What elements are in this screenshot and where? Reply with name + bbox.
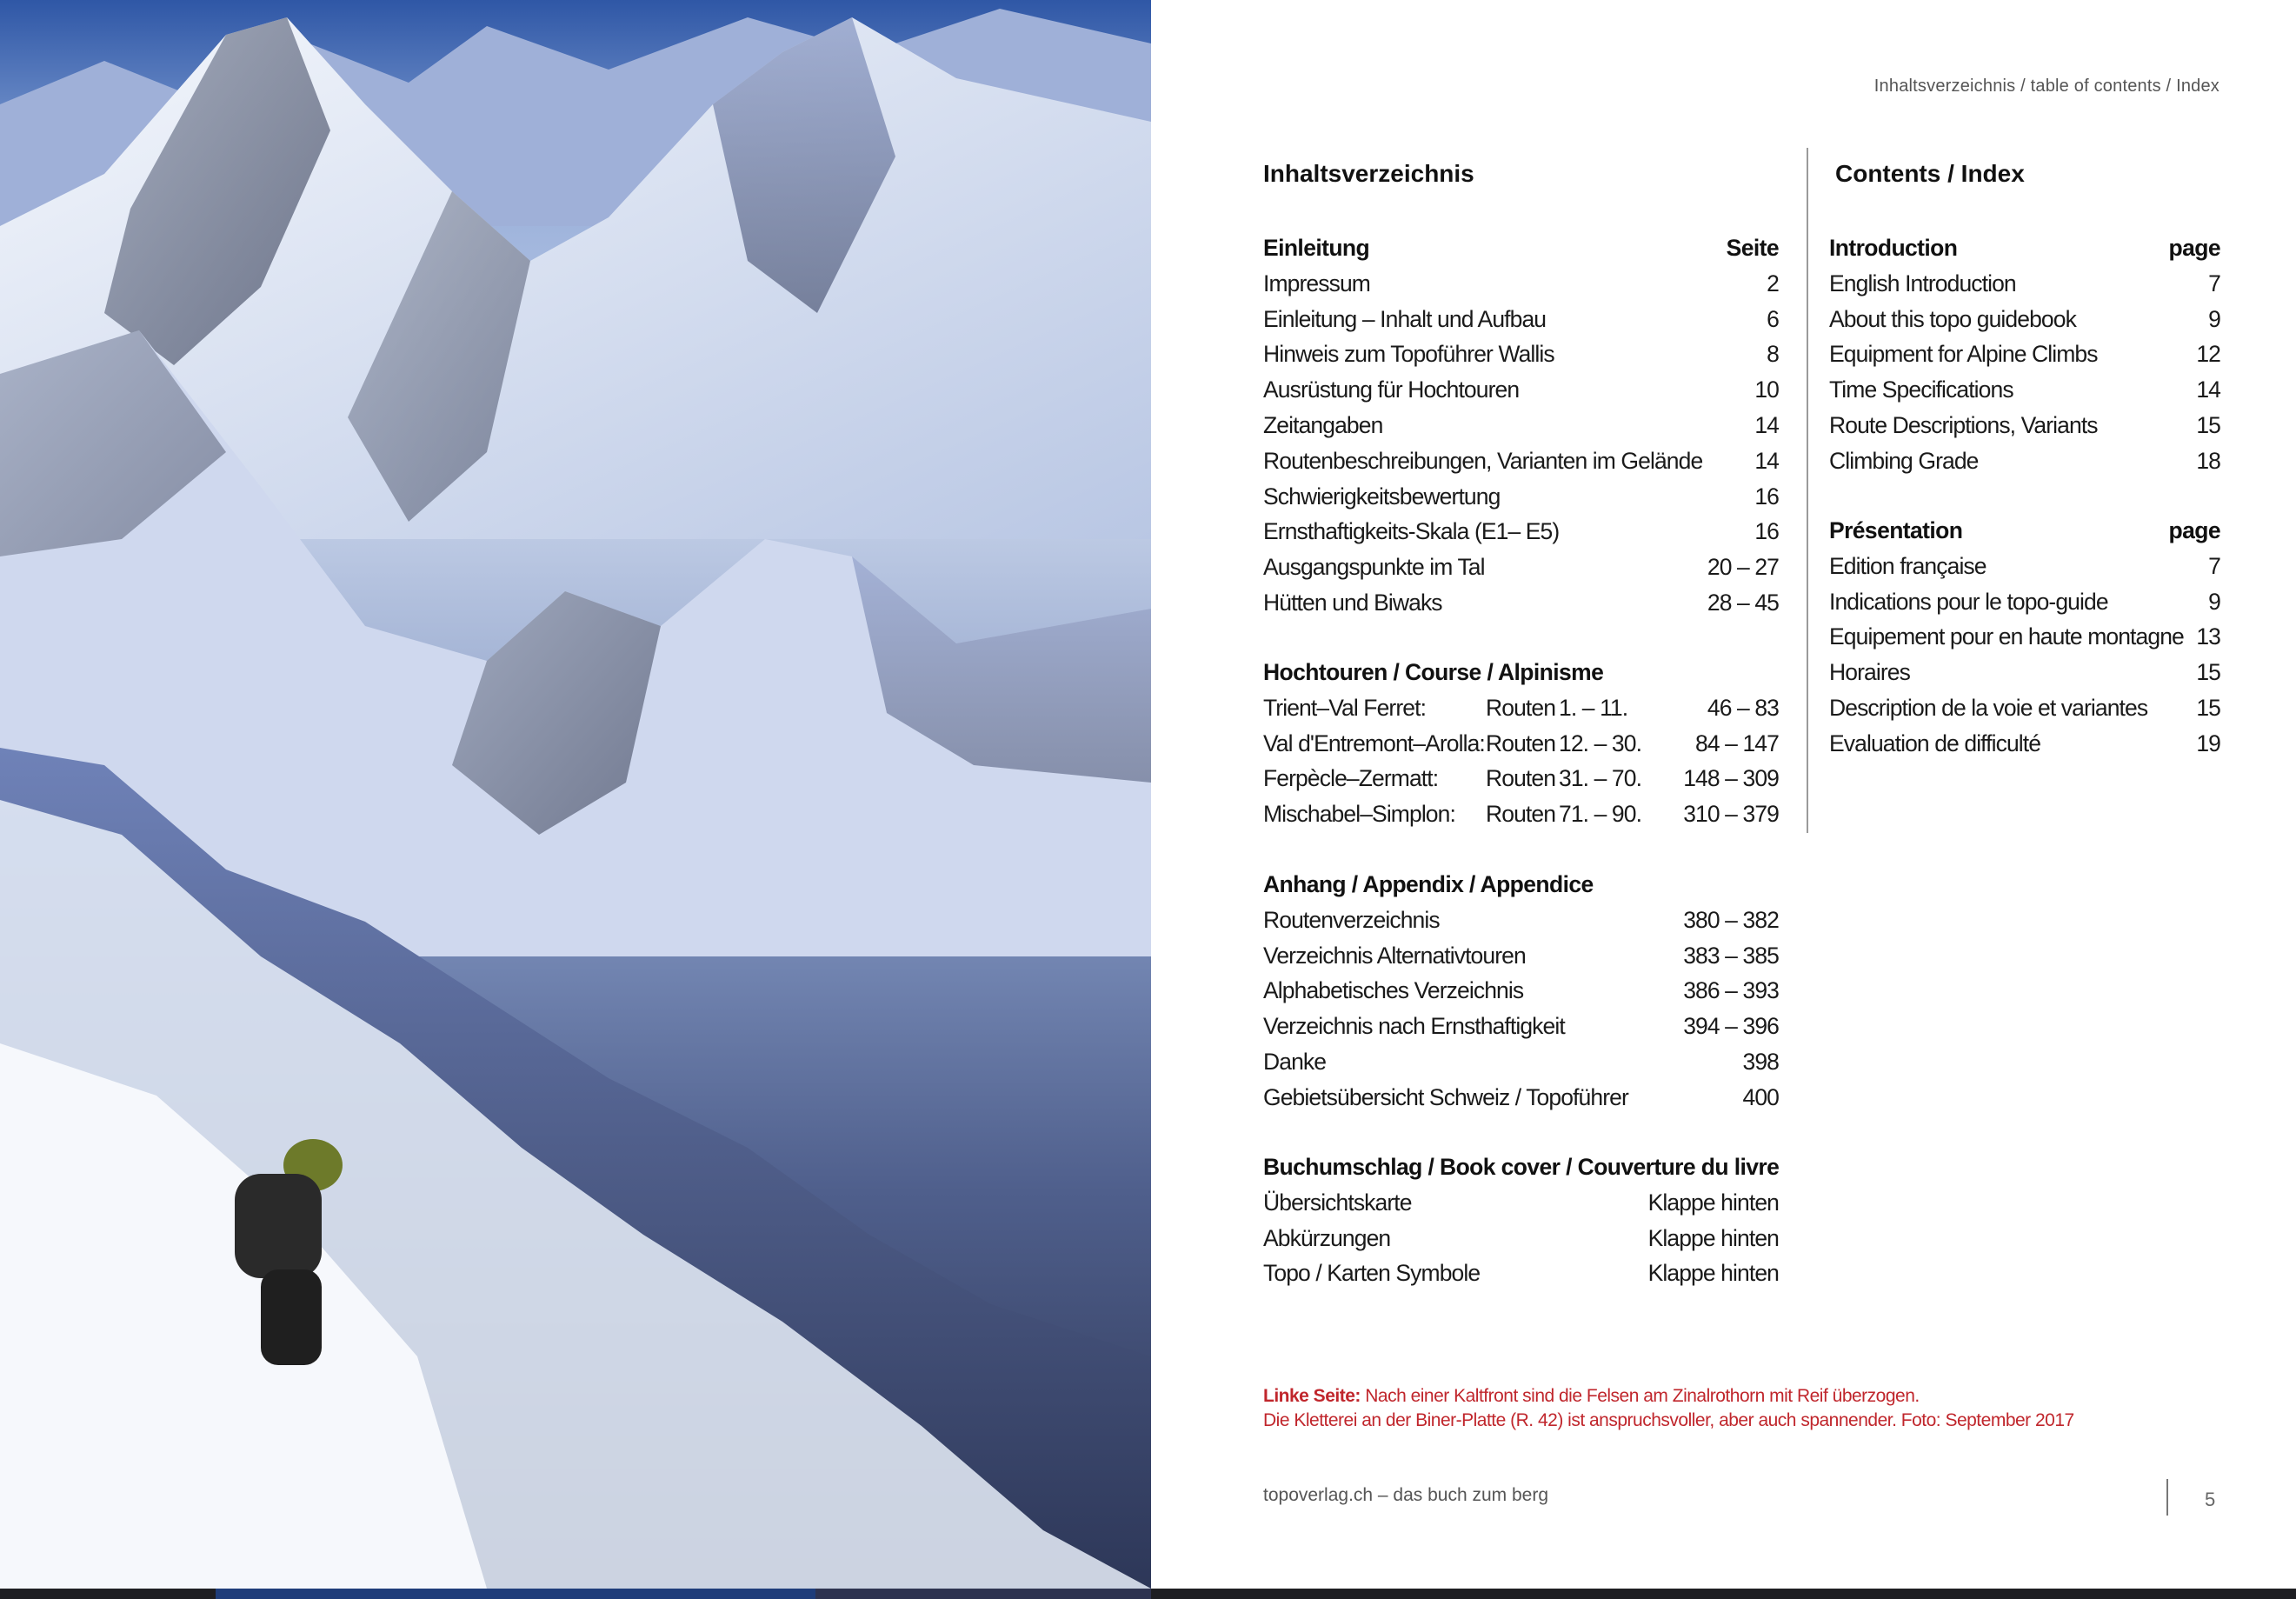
toc-entry[interactable]: Verzeichnis Alternativtouren 383 – 385	[1263, 942, 1779, 969]
toc-entry[interactable]: Verzeichnis nach Ernsthaftigkeit 394 – 396	[1263, 1013, 1779, 1040]
toc-entry[interactable]: Routenbeschreibungen, Varianten im Gelände 14	[1263, 447, 1779, 474]
toc-entry[interactable]: Gebietsübersicht Schweiz / Topoführer 400	[1263, 1083, 1779, 1110]
toc-entry[interactable]: Zeitangaben 14	[1263, 411, 1779, 438]
toc-entry[interactable]: Climbing Grade 18	[1829, 447, 2220, 474]
footer-rule	[2166, 1479, 2168, 1516]
toc-entry[interactable]: Schwierigkeitsbewertung 16	[1263, 483, 1779, 510]
mountain-illustration	[0, 0, 1151, 1589]
toc-page	[1151, 0, 2296, 1589]
route-entry[interactable]: Val d'Entremont–Arolla: Routen 12. – 30. 84 – 147	[1263, 730, 1779, 756]
toc-entry[interactable]: Ausrüstung für Hochtouren 10	[1263, 376, 1779, 403]
toc-entry[interactable]: Alphabetisches Verzeichnis 386 – 393	[1263, 977, 1779, 1004]
toc-entry[interactable]: Topo / Karten Symbole Klappe hinten	[1263, 1260, 1779, 1287]
section-heading: Anhang / Appendix / Appendice	[1263, 871, 1594, 897]
toc-entry[interactable]: Evaluation de difficulté 19	[1829, 730, 2220, 756]
section-introduction	[1829, 230, 2220, 479]
toc-entry[interactable]: Edition française 7	[1829, 552, 2220, 579]
toc-entry[interactable]: Ernsthaftigkeits-Skala (E1– E5) 16	[1263, 518, 1779, 545]
caption-line-2: Die Kletterei an der Biner-Platte (R. 42) ist anspruchsvoller, aber auch spannender. Foto: September 2017	[1263, 1410, 2074, 1430]
toc-entry[interactable]: Time Specifications 14	[1829, 376, 2220, 403]
toc-entry[interactable]: About this topo guidebook 9	[1829, 305, 2220, 332]
toc-entry[interactable]: Description de la voie et variantes 15	[1829, 694, 2220, 721]
toc-entry[interactable]: Horaires 15	[1829, 659, 2220, 686]
section-heading: Buchumschlag / Book cover / Couverture du livre	[1263, 1154, 1780, 1180]
bottom-strip	[0, 1589, 2296, 1599]
caption-lead: Linke Seite:	[1263, 1386, 1361, 1406]
section-heading: Introduction page	[1829, 235, 2220, 261]
toc-entry[interactable]: Ausgangspunkte im Tal 20 – 27	[1263, 554, 1779, 581]
section-hochtouren	[1263, 655, 1779, 832]
publisher-footer[interactable]: topoverlag.ch – das buch zum berg	[1263, 1485, 1549, 1505]
section-heading: Einleitung Seite	[1263, 235, 1779, 261]
section-appendix	[1263, 867, 1779, 1116]
toc-entry[interactable]: Equipement pour en haute montagne 13	[1829, 623, 2220, 650]
toc-entry[interactable]: Danke 398	[1263, 1048, 1779, 1075]
route-entry[interactable]: Ferpècle–Zermatt: Routen 31. – 70. 148 – 309	[1263, 765, 1779, 792]
caption-line-1: Nach einer Kaltfront sind die Felsen am Zinalrothorn mit Reif überzogen.	[1365, 1386, 1920, 1406]
section-heading: Présentation page	[1829, 517, 2220, 543]
toc-entry[interactable]: Abkürzungen Klappe hinten	[1263, 1224, 1779, 1251]
english-toc-title: Contents / Index	[1835, 160, 2025, 187]
column-divider	[1807, 148, 1808, 833]
route-entry[interactable]: Trient–Val Ferret: Routen 1. – 11. 46 – 83	[1263, 694, 1779, 721]
page-number: 5	[2205, 1489, 2216, 1510]
mountain-photo	[0, 0, 1151, 1589]
route-entry[interactable]: Mischabel–Simplon: Routen 71. – 90. 310 – 379	[1263, 801, 1779, 828]
toc-entry[interactable]: Hinweis zum Topoführer Wallis 8	[1263, 341, 1779, 368]
section-einleitung	[1263, 230, 1779, 621]
toc-entry[interactable]: Equipment for Alpine Climbs 12	[1829, 341, 2220, 368]
toc-entry[interactable]: Impressum 2	[1263, 270, 1779, 296]
section-heading: Hochtouren / Course / Alpinisme	[1263, 659, 1604, 685]
toc-entry[interactable]: Route Descriptions, Variants 15	[1829, 411, 2220, 438]
toc-entry[interactable]: Hütten und Biwaks 28 – 45	[1263, 589, 1779, 616]
toc-entry[interactable]: Routenverzeichnis 380 – 382	[1263, 906, 1779, 933]
photo-caption	[1263, 1384, 2133, 1433]
toc-entry[interactable]: Übersichtskarte Klappe hinten	[1263, 1189, 1779, 1216]
section-presentation	[1829, 513, 2220, 762]
german-toc-title: Inhaltsverzeichnis	[1263, 160, 1474, 187]
toc-entry[interactable]: Einleitung – Inhalt und Aufbau 6	[1263, 305, 1779, 332]
running-header: Inhaltsverzeichnis / table of contents / Index	[1873, 77, 2219, 96]
toc-entry[interactable]: Indications pour le topo-guide 9	[1829, 588, 2220, 615]
section-book-cover	[1263, 1149, 1779, 1291]
toc-entry[interactable]: English Introduction 7	[1829, 270, 2220, 296]
